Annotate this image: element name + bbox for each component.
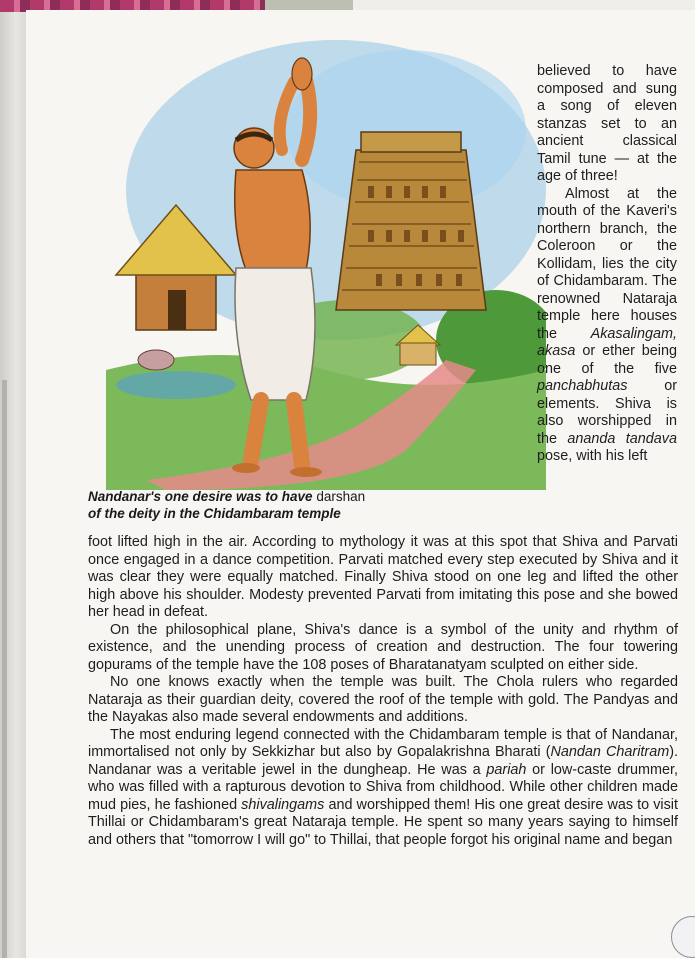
italic-term: Akasalingam, — [590, 325, 677, 342]
binding-shadow — [2, 380, 7, 958]
text-run: and worshipped them! His one great desire was to visit Thillai or Chidambaram's great Nataraja temple. He spent so many years saying to himself and others that "tomorrow I will go" to Thillai, that people forgot his original name and began — [88, 796, 679, 848]
right-paragraph-1: believed to have composed and sung a song of eleven stanzas set to an ancient classical Tamil tune — at the age of three! — [537, 63, 677, 184]
italic-term: Nandan Charitram — [550, 744, 670, 760]
body-paragraph-1: foot lifted high in the air. According to mythology it was at this spot that Shiva and Parvati once engaged in a dance competition. Parvati matched every step executed by Shiva and it was clear they were equally matched. Finally Shiva stood on one leg and lifted the other high above his shoulder. Modesty prevented Parvati from imitating this pose and she bowed her head in defeat. — [88, 534, 678, 620]
text-run: or low-caste drummer, who was filled with a rapturous devotion to Shiva from childhood. While other children made mud pies, he fashioned — [88, 761, 678, 813]
italic-term: shivalingams — [241, 796, 325, 813]
text-run: The most enduring legend connected with the Chidambaram temple is that of Nandanar, immortalised not only by Sekkizhar but also by Gopalakrishna Bharati ( — [88, 726, 678, 760]
italic-term: pariah — [486, 761, 527, 778]
text-run: or ether being one of the five — [537, 343, 678, 377]
italic-term: ananda tandava — [567, 430, 677, 447]
book-page — [26, 10, 695, 958]
caption-darshan: darshan — [316, 489, 366, 504]
illustration-caption — [88, 488, 468, 522]
text-run: or elements. Shiva is also worshipped in the — [537, 378, 677, 447]
italic-term: akasa — [537, 343, 576, 359]
text-run: ). Nandanar was a veritable jewel in the dungheap. He was a — [88, 744, 678, 778]
right-column-text — [537, 63, 677, 466]
body-paragraph-4 — [88, 727, 678, 850]
caption-line-2: of the deity in the Chidambaram temple — [88, 506, 341, 521]
caption-bold-text: Nandanar's one desire was to have — [88, 489, 313, 504]
italic-term: panchabhutas — [537, 378, 628, 394]
pond — [116, 371, 236, 399]
library-stamp-icon — [671, 916, 695, 958]
body-paragraph-2: On the philosophical plane, Shiva's dance is a symbol of the unity and rhythm of existence, and the unending process of creation and destruction. The four towering gopurams of the temple have the 108 poses of Bharatanatyam sculpted on either side. — [88, 621, 678, 673]
text-run: Almost at the mouth of the Kaveri's northern branch, the Coleroon or the Kollidam, lies the city of Chidambaram. The renowned Nataraja temple here houses the — [537, 185, 677, 342]
right-paragraph-2 — [537, 186, 677, 466]
main-body-text — [88, 534, 678, 849]
body-paragraph-3: No one knows exactly when the temple was built. The Chola rulers who regarded Nataraja as their guardian deity, covered the roof of the temple with gold. The Pandyas and the Nayakas also made several endowments and additions. — [88, 674, 678, 725]
temple-gopuram — [336, 132, 486, 310]
nandanar-illustration — [106, 40, 546, 490]
cow — [138, 350, 174, 370]
text-run: pose, with his left — [537, 448, 648, 464]
